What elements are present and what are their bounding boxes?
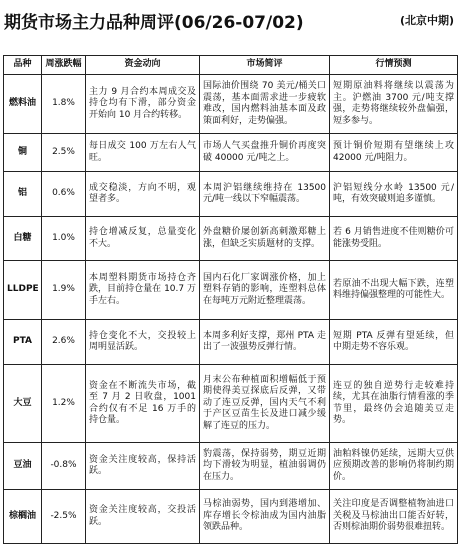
row-market-review: 马棕油弱势，国内到港增加、库存增长令棕油成为国内油脂领跌品种。 [200, 490, 330, 544]
row-fund-flow: 本周塑料期货市场持仓齐跌，目前持仓量在 10.7 万手左右。 [86, 261, 200, 320]
table-row [4, 172, 458, 217]
row-market-review: 国内石化厂家调涨价格，加上塑料存销的影响，连塑料总体在每吨万元附近整理震荡。 [200, 261, 330, 320]
row-variety: 白糖 [4, 217, 42, 261]
row-variety: 铝 [4, 172, 42, 217]
row-market-review: 外盘糖价屡创新高刺激郑糖上涨，但缺乏实质题材的支撑。 [200, 217, 330, 261]
row-fund-flow: 持仓增减反复，总量变化不大。 [86, 217, 200, 261]
row-forecast: 沪铝短线分水岭 13500 元/吨，有效突破则追多谨慎。 [330, 172, 458, 217]
row-forecast: 油粕料镍仍延续，远期大豆供应预期改善的影响仍将制约期价。 [330, 443, 458, 490]
row-forecast: 连豆的独自逆势行走较难持续，尤其在油脂行情看涨的季节里，最终仍会追随美豆走势。 [330, 365, 458, 443]
row-fund-flow: 持仓变化不大，交投较上周明显活跃。 [86, 320, 200, 365]
row-market-review: 市场人气买盘推升铜价再度突破 40000 元/吨之上。 [200, 134, 330, 172]
column-header-change: 周涨跌幅 [42, 56, 86, 75]
row-variety: 豆油 [4, 443, 42, 490]
row-fund-flow: 主力 9 月合约本周成交及持仓均有下滑，部分资金开始向 10 月合约转移。 [86, 75, 200, 134]
row-forecast: 短期 PTA 反弹有望延续，但中期走势不容乐观。 [330, 320, 458, 365]
row-market-review: 本周多利好支撑，郑州 PTA 走出了一波强势反弹行情。 [200, 320, 330, 365]
row-forecast: 短期原油料将继续以震荡为主。沪燃油 3700 元/吨支撑强，走势将继续较外盘偏强，短多参与。 [330, 75, 458, 134]
row-market-review: 国际油价围绕 70 美元/桶关口震荡，基本面需求进一步疲软难改，国内燃料油基本面及政策面利好，走势偏强。 [200, 75, 330, 134]
row-variety: PTA [4, 320, 42, 365]
row-forecast: 若 6 月销售进度不佳则糖价可能涨势受阻。 [330, 217, 458, 261]
row-change: -2.5% [42, 490, 86, 544]
row-fund-flow: 资金在不断流失市场，截至 7 月 2 日收盘，1001 合约仅有不足 16 万手的持仓量。 [86, 365, 200, 443]
row-fund-flow: 每日成交 100 万左右人气旺。 [86, 134, 200, 172]
column-header-market-review: 市场简评 [200, 56, 330, 75]
page-title: 期货市场主力品种周评(06/26-07/02) [4, 13, 304, 33]
weekly-review-table [3, 55, 458, 544]
table-header-row [4, 56, 458, 75]
row-change: 1.2% [42, 365, 86, 443]
row-market-review: 本周沪铝继续维持在 13500 元/吨一线以下窄幅震荡。 [200, 172, 330, 217]
row-variety: 燃料油 [4, 75, 42, 134]
table-row [4, 490, 458, 544]
table-row [4, 217, 458, 261]
row-change: 1.0% [42, 217, 86, 261]
row-change: 0.6% [42, 172, 86, 217]
row-market-review: 豹震荡，保持弱势，期豆近期均下滑较为明显，植油弱调仍在压力。 [200, 443, 330, 490]
row-change: 1.8% [42, 75, 86, 134]
row-change: -0.8% [42, 443, 86, 490]
row-fund-flow: 资金关注度较高，交投活跃。 [86, 490, 200, 544]
row-variety: 铜 [4, 134, 42, 172]
row-variety: 大豆 [4, 365, 42, 443]
row-variety: LLDPE [4, 261, 42, 320]
row-forecast: 预计铜价短期有望继续上攻 42000 元/吨阻力。 [330, 134, 458, 172]
column-header-variety: 品种 [4, 56, 42, 75]
row-fund-flow: 成交稳淡，方向不明，观望者多。 [86, 172, 200, 217]
row-change: 2.6% [42, 320, 86, 365]
row-forecast: 关注印度是否调整植物油进口关税及马棕油出口能否好转，否则棕油期价弱势很难扭转。 [330, 490, 458, 544]
table-row [4, 134, 458, 172]
table-row [4, 365, 458, 443]
table-row [4, 261, 458, 320]
row-forecast: 若原油不出现大幅下跌，连塑料维持偏强整理的可能性大。 [330, 261, 458, 320]
row-change: 2.5% [42, 134, 86, 172]
row-fund-flow: 资金关注度较高，保持活跃。 [86, 443, 200, 490]
row-variety: 棕榈油 [4, 490, 42, 544]
table-row [4, 320, 458, 365]
row-market-review: 月末公布种植面积增幅低于预期使得美豆探底后反弹，又带动了连豆反弹，国内天气不利于产区豆苗生长及进口减少缓解了连豆的压力。 [200, 365, 330, 443]
row-change: 1.9% [42, 261, 86, 320]
column-header-fund-flow: 资金动向 [86, 56, 200, 75]
source-label: (北京中期) [399, 14, 454, 27]
table-row [4, 443, 458, 490]
column-header-forecast: 行情预测 [330, 56, 458, 75]
table-row [4, 75, 458, 134]
